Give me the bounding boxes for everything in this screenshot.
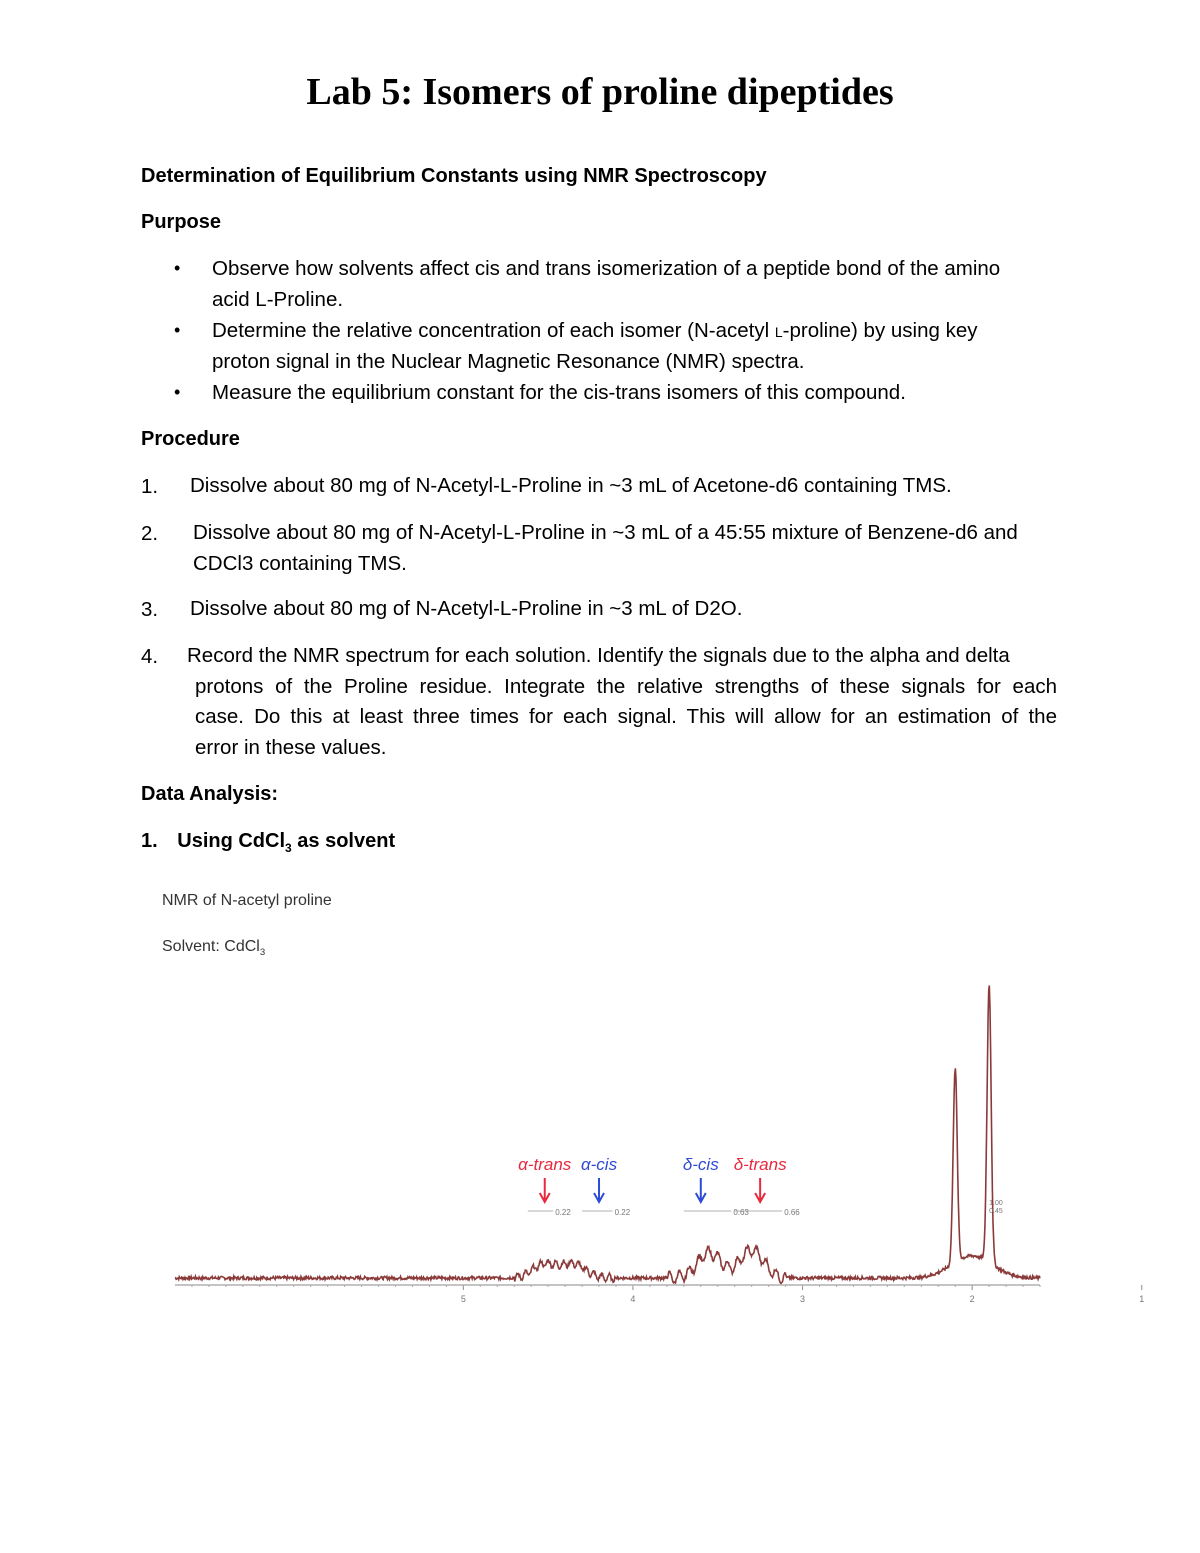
list-item [212,378,1072,409]
data-analysis-item-text-a: Using CdCl [177,830,286,852]
data-analysis-item-subscript: 3 [285,841,292,855]
peak-annotation-label: α-trans [518,1155,572,1174]
integral-value: 0.63 [733,1208,749,1217]
integral-value: 0.45 [989,1208,1003,1215]
procedure-heading: Procedure [141,428,240,450]
purpose-item-3-line1: Measure the equilibrium constant for the cis-trans isomers of this compound. [212,381,906,404]
nmr-spectrum-chart [0,980,1200,1400]
section-subtitle: Determination of Equilibrium Constants using NMR Spectroscopy [141,165,767,187]
bullet-icon: • [174,320,181,340]
spectrum-line [175,986,1040,1284]
bullet-icon: • [174,382,181,402]
page-title: Lab 5: Isomers of proline dipeptides [306,71,894,113]
purpose-heading: Purpose [141,211,222,233]
procedure-step-2-line1: Dissolve about 80 mg of N-Acetyl-L-Proline in ~3 mL of a 45:55 mixture of Benzene-d6 and [193,521,1018,544]
procedure-step-4-line2: protons of the Proline residue. Integrate the relative strengths of these signals for each [195,674,1057,698]
nmr-figure-title: NMR of N-acetyl proline [162,892,332,909]
x-tick-label: 2 [969,1294,975,1304]
purpose-item-1-line1: Observe how solvents affect cis and trans isomerization of a peptide bond of the amino [212,257,1001,280]
step-number: 4. [141,645,159,668]
arrow-down-icon [540,1178,550,1202]
peak-annotation-label: α-cis [580,1155,618,1174]
integral-value: 1.00 [989,1200,1003,1207]
purpose-item-2-line1a: Determine the relative concentration of each isomer (N-acetyl [212,319,775,342]
purpose-item-2-line2: proton signal in the Nuclear Magnetic Resonance (NMR) spectra. [212,349,805,373]
purpose-item-2-line1b: -proline) by using key [782,319,978,342]
data-analysis-item-text-b: as solvent [291,830,396,852]
procedure-step-2-line2: CDCl3 containing TMS. [193,551,407,575]
step-number: 1. [141,475,159,498]
procedure-step-2 [193,518,1018,579]
list-item [212,254,1072,315]
data-analysis-item-number: 1. [141,830,158,852]
peak-annotation-label: δ-trans [733,1155,787,1174]
step-number: 3. [141,598,159,621]
x-tick-label: 3 [800,1294,806,1304]
purpose-item-1-line2: acid L-Proline. [212,287,344,311]
procedure-step-4-line4: error in these values. [195,735,387,759]
integral-value: 0.22 [614,1208,631,1217]
step-number: 2. [141,522,159,545]
procedure-step-4 [187,641,1057,763]
data-analysis-item-1 [141,830,395,855]
peak-annotations [518,1155,787,1202]
procedure-step-3: Dissolve about 80 mg of N-Acetyl-L-Proline in ~3 mL of D2O. [190,597,743,620]
x-axis-ticks [192,1285,1144,1304]
procedure-step-4-line3: case. Do this at least three times for each signal. This will allow for an estimation of the [195,705,1057,728]
x-tick-label: 4 [630,1294,636,1304]
bullet-icon: • [174,258,181,278]
x-tick-label: 5 [460,1294,466,1304]
x-tick-label: 1 [1139,1294,1145,1304]
peak-annotation-label: δ-cis [682,1155,719,1174]
procedure-step-1: Dissolve about 80 mg of N-Acetyl-L-Proline in ~3 mL of Acetone-d6 containing TMS. [190,474,952,497]
integral-value: 0.22 [555,1208,571,1217]
arrow-down-icon [594,1178,604,1202]
nmr-solvent-label [162,938,265,958]
arrow-down-icon [755,1178,765,1202]
integral-value: 0.66 [784,1208,800,1217]
procedure-step-4-line1: Record the NMR spectrum for each solution. Identify the signals due to the alpha and delta [187,644,1010,667]
list-item [212,316,1072,377]
data-analysis-heading: Data Analysis: [141,783,279,805]
purpose-item-2-smallcaps: l [774,319,783,342]
nmr-solvent-subscript: 3 [259,947,266,959]
arrow-down-icon [696,1178,706,1202]
nmr-solvent-text: Solvent: CdCl [162,938,260,955]
